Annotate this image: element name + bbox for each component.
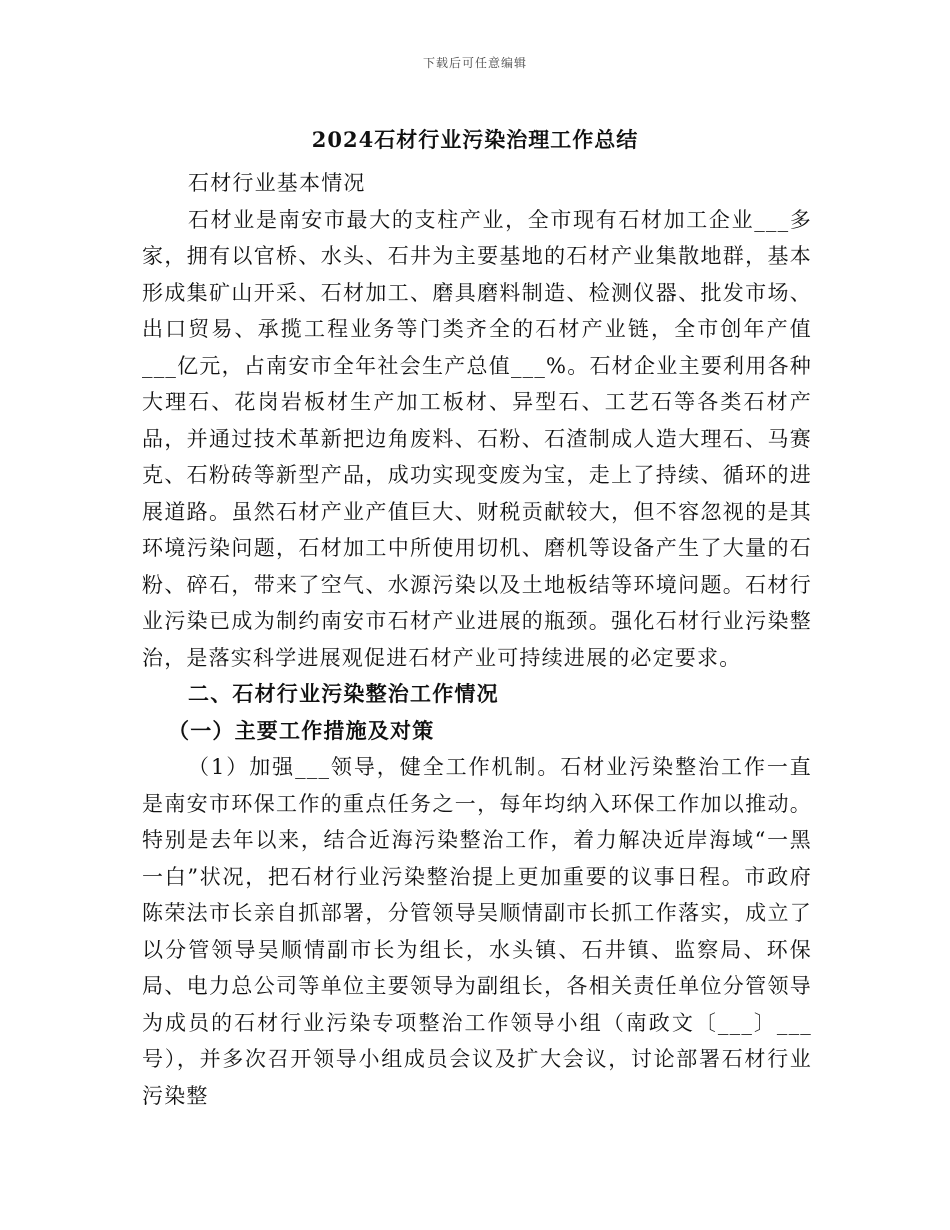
document-title: 2024石材行业污染治理工作总结 bbox=[311, 127, 639, 152]
subsection-1-heading: （一）主要工作措施及对策 bbox=[168, 717, 435, 743]
section-2-heading: 二、石材行业污染整治工作情况 bbox=[188, 681, 499, 706]
page-header-note: 下载后可任意编辑 bbox=[422, 56, 527, 70]
section-basic-heading: 石材行业基本情况 bbox=[188, 171, 366, 195]
paragraph-industry-overview: 石材业是南安市最大的支柱产业，全市现有石材加工企业___多家，拥有以官桥、水头、石井为主要基地的石材产业集散地群，基本形成集矿山开采、石材加工、磨具磨料制造、检测仪器、批发市场、出口贸易、承揽工程业务等门类齐全的石材产业链，全市创年产值___亿元，占南安市全年社会生产总值___%。石材企业主要利用各种大理石、花岗岩板材生产加工板材、异型石、工艺石等各类石材产品，并通过技术革新把边角废料、石粉、石渣制成人造大理石、马赛克、石粉砖等新型产品，成功实现变废为宝，走上了持续、循环的进展道路。虽然石材产业产值巨大、财税贡献较大，但不容忽视的是其环境污染问题，石材加工中所使用切机、磨机等设备产生了大量的石粉、碎石，带来了空气、水源污染以及土地板结等环境问题。石材行业污染已成为制约南安市石材产业进展的瓶颈。强化石材行业污染整治，是落实科学进展观促进石材产业可持续进展的必定要求。 bbox=[142, 207, 812, 670]
paragraph-leadership: （1）加强___领导，健全工作机制。石材业污染整治工作一直是南安市环保工作的重点任务之一，每年均纳入环保工作加以推动。特别是去年以来，结合近海污染整治工作，着力解决近岸海域“一黑一白”状况，把石材行业污染整治提上更加重要的议事日程。市政府陈荣法市长亲自抓部署，分管领导吴顺情副市长抓工作落实，成立了以分管领导吴顺情副市长为组长，水头镇、石井镇、监察局、环保局、电力总公司等单位主要领导为副组长，各相关责任单位分管领导为成员的石材行业污染专项整治工作领导小组（南政文〔___〕___号），并多次召开领导小组成员会议及扩大会议，讨论部署石材行业污染整 bbox=[142, 755, 812, 1108]
document-body bbox=[142, 165, 812, 1114]
